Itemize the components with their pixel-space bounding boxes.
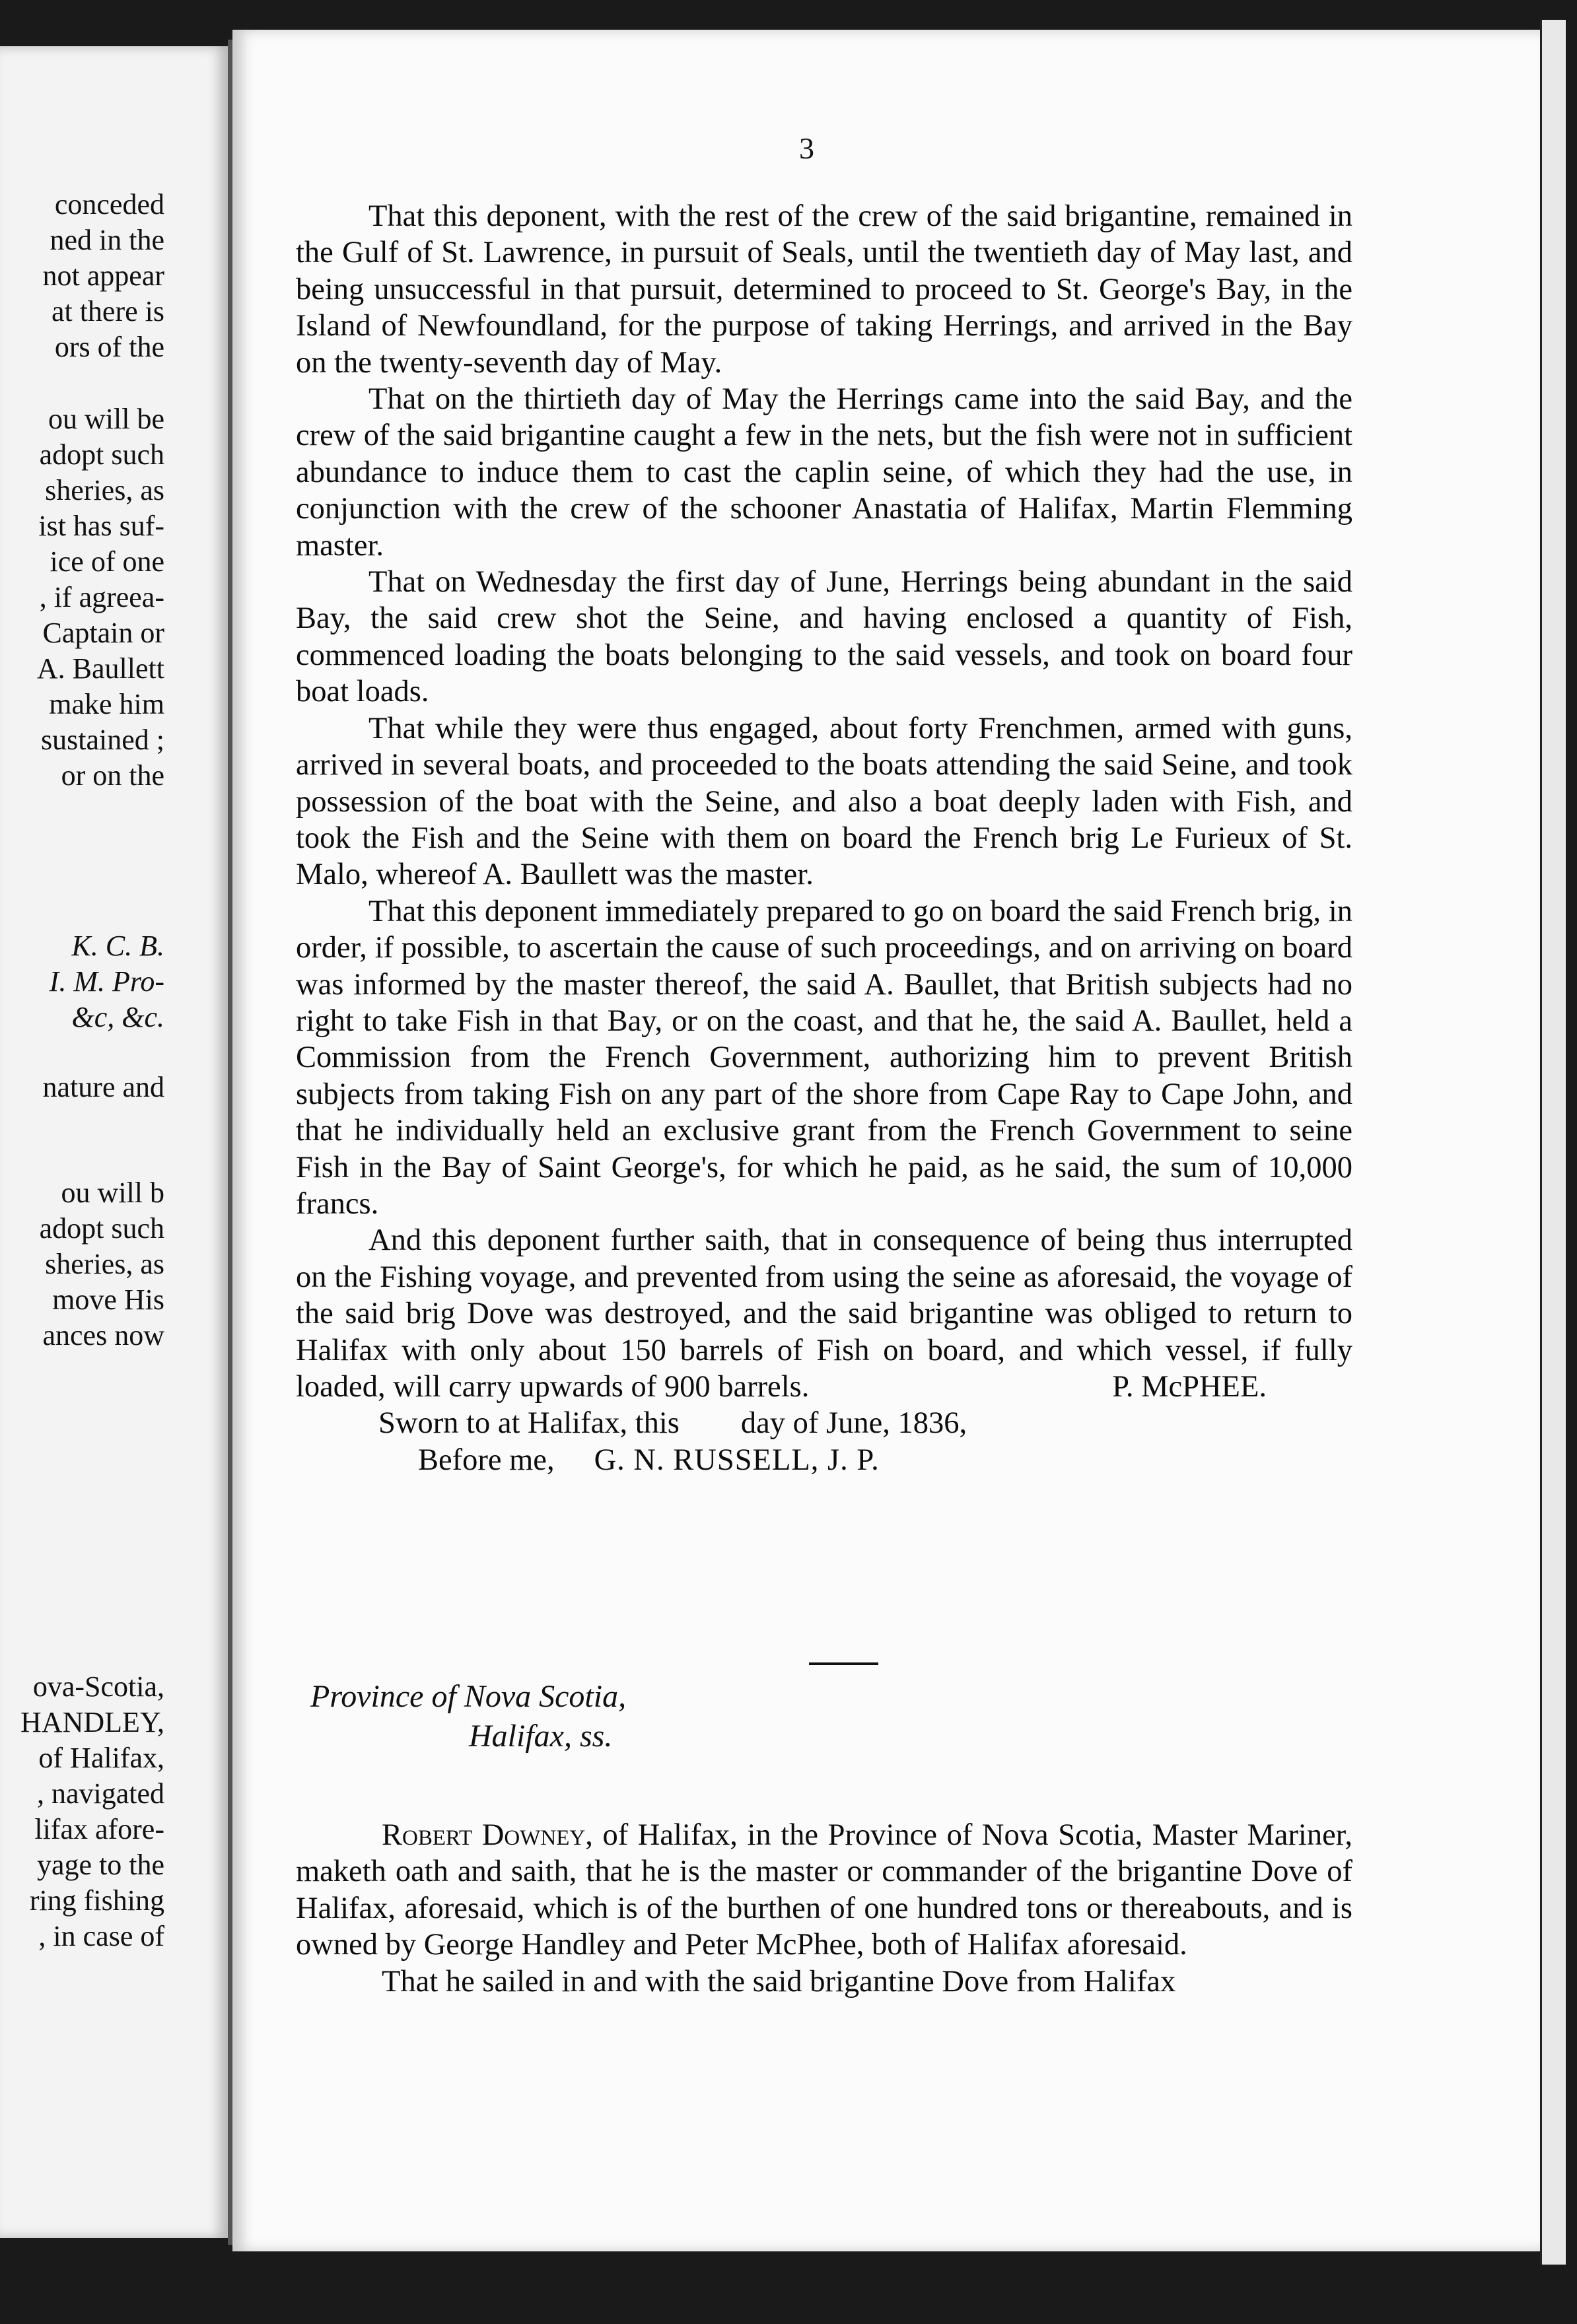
facing-page-line: ice of one — [50, 545, 164, 578]
facing-page-line: A. Baullett — [36, 652, 164, 685]
facing-page-line: adopt such — [39, 1212, 164, 1245]
facing-page-line: ou will be — [48, 403, 164, 435]
facing-page-line: or on the — [61, 759, 164, 792]
deposition-body — [296, 198, 1352, 1478]
paragraph-text: , of Halifax, in the Province of Nova Scotia, Master Mariner, maketh oath and saith, that he is the master or commander of the brigantine Dove of Halifax, aforesaid, which is of the burthen of one hundred tons or thereabouts, and is owned by George Handley and Peter McPhee, both of Halifax aforesaid. — [296, 1818, 1352, 1962]
before-line — [296, 1442, 1352, 1478]
facing-page-line: make him — [49, 688, 164, 720]
signature: P. McPHEE. — [1112, 1370, 1267, 1404]
before-label: Before me, — [418, 1443, 555, 1477]
facing-page-line: ances now — [42, 1319, 164, 1351]
justice-name: G. N. RUSSELL, J. P. — [594, 1443, 880, 1477]
facing-page-line: yage to the — [36, 1849, 164, 1881]
facing-page-line: I. M. Pro- — [49, 965, 164, 998]
paragraph: That on the thirtieth day of May the Herrings came into the said Bay, and the crew of the said brigantine caught a few in the nets, but the fish were not in sufficient abundance to induce them to cast the caplin seine, of which they had the use, in conjunction with the crew of the schooner Anastatia of Halifax, Martin Flemming master. — [296, 382, 1352, 563]
sworn-line: Sworn to at Halifax, this day of June, 1836, — [378, 1406, 967, 1441]
facing-page-line: conceded — [54, 188, 164, 221]
page-edge — [1540, 20, 1566, 2265]
county-line: Halifax, ss. — [469, 1719, 613, 1754]
facing-page-line: ova-Scotia, — [32, 1670, 164, 1703]
facing-page-line: lifax afore- — [34, 1813, 164, 1845]
paragraph — [296, 1222, 1352, 1405]
facing-page-line: nature and — [42, 1071, 164, 1103]
facing-page-line: adopt such — [39, 438, 164, 471]
facing-page-line: move His — [52, 1283, 164, 1316]
facing-page-line: ring fishing — [29, 1884, 164, 1917]
deponent-name: Robert Downey — [382, 1818, 586, 1852]
paragraph: That on Wednesday the first day of June, Herrings being abundant in the said Bay, the said crew shot the Seine, and having enclosed a quantity of Fish, commenced loading the boats belonging to the said vessels, and took on board four boat loads. — [296, 565, 1352, 709]
facing-page-line: , if agreea- — [39, 581, 164, 613]
facing-page-line: , in case of — [38, 1920, 164, 1952]
facing-page-line: HANDLEY, — [20, 1706, 164, 1738]
paragraph: That he sailed in and with the said brigantine Dove from Halifax — [382, 1964, 1176, 1999]
facing-page-line: at there is — [51, 295, 164, 327]
facing-page-line: K. C. B. — [71, 930, 164, 962]
facing-page-line: sustained ; — [41, 724, 164, 756]
page-number: 3 — [799, 131, 814, 165]
facing-page-line: of Halifax, — [38, 1742, 164, 1774]
facing-page-line: ist has suf- — [38, 510, 164, 542]
facing-page-line: ors of the — [54, 331, 164, 363]
second-deposition — [296, 1817, 1352, 2000]
facing-page-fragment — [0, 46, 228, 2238]
facing-page-line: sheries, as — [45, 1248, 164, 1280]
facing-page-line: Captain or — [42, 617, 164, 649]
paragraph: That this deponent, with the rest of the crew of the said brigantine, remained in the Gulf of St. Lawrence, in pursuit of Seals, until the twentieth day of May last, and being unsuccessful in that pursuit, determined to proceed to St. George's Bay, in the Island of Newfoundland, for the purpose of taking Herrings, and arrived in the Bay on the twenty-seventh day of May. — [296, 199, 1352, 380]
paragraph: That while they were thus engaged, about forty Frenchmen, armed with guns, arrived in several boats, and proceeded to the boats attending the said Seine, and took possession of the boat with the Seine, and also a boat deeply laden with Fish, and took the Fish and the Seine with them on board the French brig Le Furieux of St. Malo, whereof A. Baullett was the master. — [296, 711, 1352, 892]
province-heading — [310, 1677, 626, 1756]
paragraph-text: And this deponent further saith, that in consequence of being thus interrupted on the Fishing voyage, and prevented from using the seine as aforesaid, the voyage of the said brig Dove was destroyed, and the said brigantine was obliged to return to Halifax with only about 150 barrels of Fish on board, and which vessel, if fully loaded, will carry upwards of 900 barrels. — [296, 1223, 1352, 1404]
facing-page-line: , navigated — [36, 1777, 164, 1810]
paragraph: That this deponent immediately prepared to go on board the said French brig, in order, if possible, to ascertain the cause of such proceedings, and on arriving on board was informed by the master thereof, the said A. Baullet, that British subjects had no right to take Fish in that Bay, or on the coast, and that he, the said A. Baullet, held a Commission from the French Government, authorizing him to prevent British subjects from taking Fish on any part of the shore from Cape Ray to Cape John, and that he individually held an exclusive grant from the French Government to seine Fish in the Bay of Saint George's, for which he paid, as he said, the sum of 10,000 francs. — [296, 894, 1352, 1221]
facing-page-line: ned in the — [50, 224, 164, 256]
section-divider — [809, 1662, 878, 1665]
facing-page-line: ou will b — [61, 1177, 164, 1209]
paragraph — [296, 1817, 1352, 1964]
facing-page-line: &c, &c. — [71, 1001, 164, 1033]
province-line: Province of Nova Scotia, — [310, 1679, 627, 1714]
facing-page-line: not appear — [42, 259, 164, 292]
facing-page-line: sheries, as — [45, 474, 164, 506]
